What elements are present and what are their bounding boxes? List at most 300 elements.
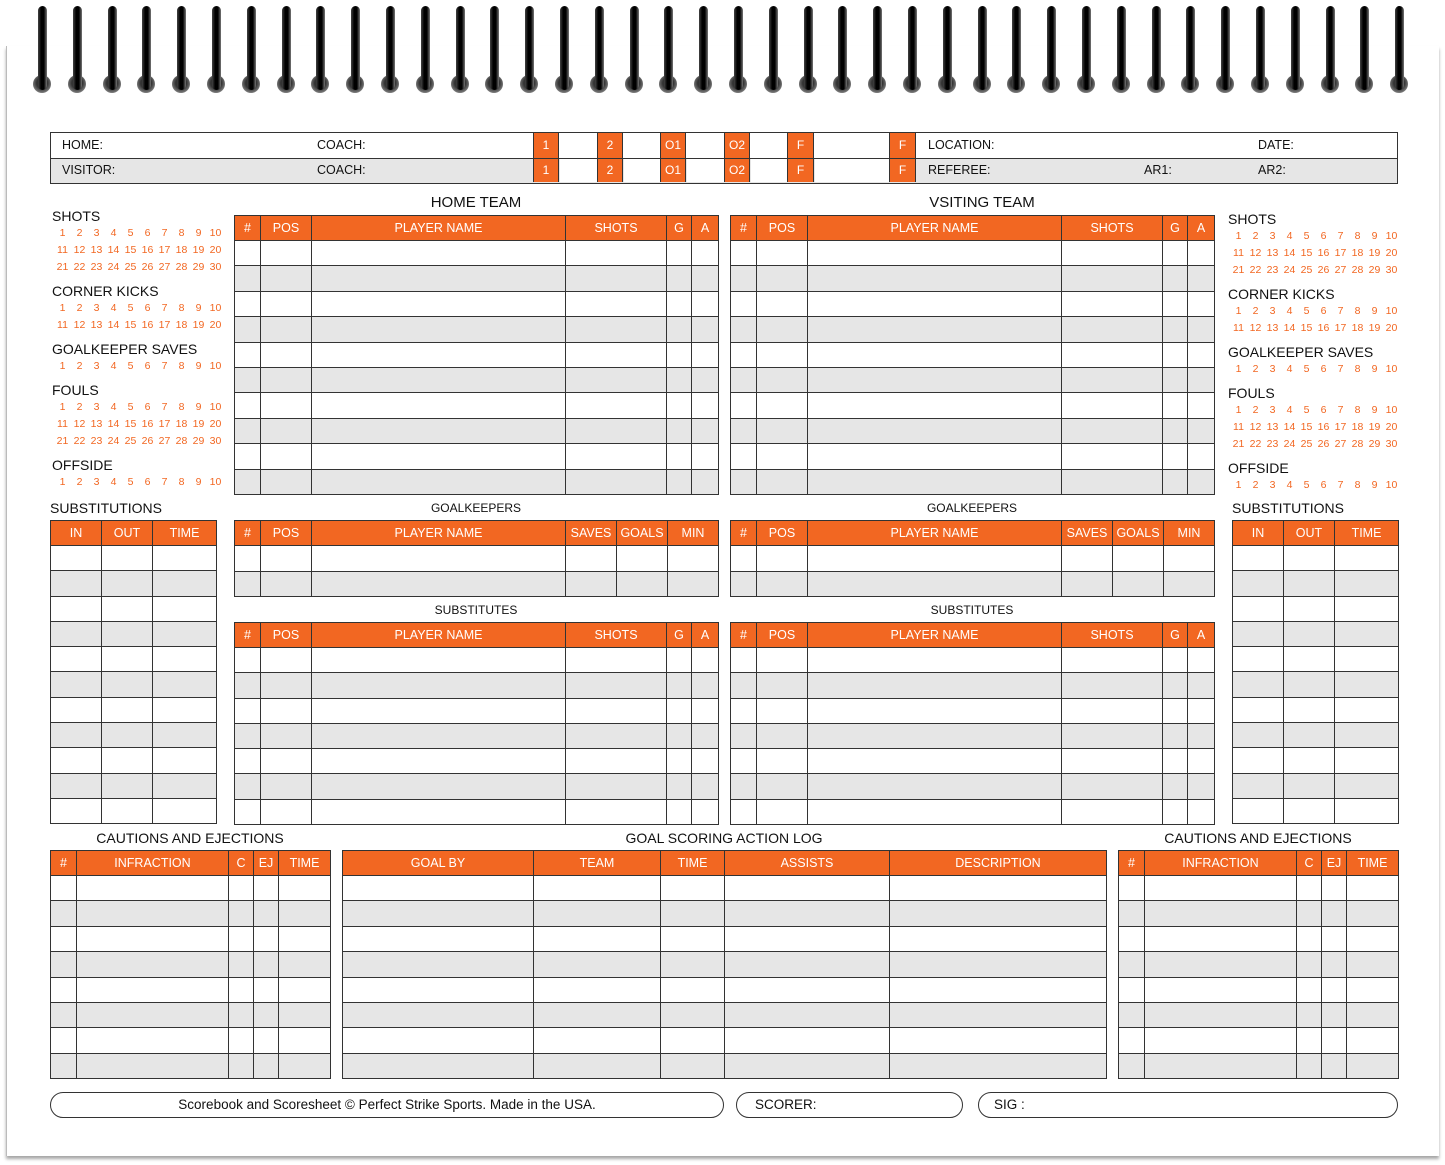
tally-number[interactable]: 6 [1320,305,1327,317]
tally-number[interactable]: 8 [178,227,185,239]
entry-cell[interactable] [229,901,254,926]
entry-cell[interactable] [1145,901,1297,926]
entry-cell[interactable] [757,749,808,774]
entry-cell[interactable] [668,571,719,597]
tally-number[interactable]: 9 [195,227,202,239]
tally-number[interactable]: 2 [76,302,83,314]
entry-cell[interactable] [1188,342,1215,367]
entry-cell[interactable] [312,418,566,443]
entry-cell[interactable] [261,317,312,342]
tally-number[interactable]: 8 [1354,230,1361,242]
entry-cell[interactable] [229,1002,254,1027]
entry-cell[interactable] [725,1028,890,1053]
entry-cell[interactable] [343,876,534,901]
tally-number[interactable]: 10 [1385,230,1398,242]
entry-cell[interactable] [534,1053,661,1078]
entry-cell[interactable] [312,317,566,342]
entry-cell[interactable] [808,367,1062,392]
entry-cell[interactable] [312,774,566,799]
entry-cell[interactable] [731,698,757,723]
entry-cell[interactable] [1062,673,1163,698]
entry-cell[interactable] [692,444,719,469]
entry-cell[interactable] [692,342,719,367]
entry-cell[interactable] [757,291,808,316]
tally-number[interactable]: 10 [1385,305,1398,317]
entry-cell[interactable] [235,723,261,748]
entry-cell[interactable] [1163,648,1188,673]
entry-cell[interactable] [102,773,153,798]
entry-cell[interactable] [692,774,719,799]
entry-cell[interactable] [731,444,757,469]
tally-number[interactable]: 5 [127,476,134,488]
entry-cell[interactable] [1284,596,1335,621]
entry-cell[interactable] [667,317,692,342]
entry-cell[interactable] [692,749,719,774]
entry-cell[interactable] [1188,698,1215,723]
entry-cell[interactable] [692,393,719,418]
tally-number[interactable]: 14 [1283,322,1296,334]
entry-cell[interactable] [890,926,1107,951]
entry-cell[interactable] [1297,952,1322,977]
entry-cell[interactable] [1062,291,1163,316]
entry-cell[interactable] [725,901,890,926]
entry-cell[interactable] [1297,1002,1322,1027]
entry-cell[interactable] [1322,1002,1347,1027]
tally-number[interactable]: 8 [178,360,185,372]
tally-number[interactable]: 2 [76,476,83,488]
entry-cell[interactable] [261,571,312,597]
entry-cell[interactable] [312,342,566,367]
entry-cell[interactable] [1145,1002,1297,1027]
entry-cell[interactable] [312,673,566,698]
tally-number[interactable]: 27 [158,261,171,273]
tally-number[interactable]: 6 [1320,404,1327,416]
tally-number[interactable]: 23 [1266,438,1279,450]
entry-cell[interactable] [1163,749,1188,774]
entry-cell[interactable] [1233,798,1284,823]
tally-number[interactable]: 7 [1337,479,1344,491]
entry-cell[interactable] [731,342,757,367]
tally-number[interactable]: 29 [192,261,205,273]
entry-cell[interactable] [229,926,254,951]
entry-cell[interactable] [51,748,102,773]
entry-cell[interactable] [1163,774,1188,799]
entry-cell[interactable] [254,977,279,1002]
tally-number[interactable]: 20 [1385,421,1398,433]
entry-cell[interactable] [102,546,153,571]
entry-cell[interactable] [1163,342,1188,367]
tally-number[interactable]: 12 [73,319,86,331]
entry-cell[interactable] [1062,241,1163,266]
entry-cell[interactable] [1297,926,1322,951]
tally-number[interactable]: 16 [141,418,154,430]
visitor-score-o2-field[interactable] [751,159,787,182]
entry-cell[interactable] [312,393,566,418]
entry-cell[interactable] [51,977,77,1002]
entry-cell[interactable] [235,367,261,392]
entry-cell[interactable] [261,342,312,367]
tally-number[interactable]: 10 [209,302,222,314]
tally-number[interactable]: 5 [1303,363,1310,375]
entry-cell[interactable] [235,546,261,572]
entry-cell[interactable] [725,952,890,977]
tally-number[interactable]: 20 [1385,322,1398,334]
entry-cell[interactable] [1233,621,1284,646]
entry-cell[interactable] [757,317,808,342]
entry-cell[interactable] [51,647,102,672]
entry-cell[interactable] [102,596,153,621]
tally-number[interactable]: 3 [93,360,100,372]
tally-number[interactable]: 25 [1300,264,1313,276]
tally-number[interactable]: 9 [1371,363,1378,375]
entry-cell[interactable] [757,469,808,494]
entry-cell[interactable] [1347,926,1399,951]
entry-cell[interactable] [808,418,1062,443]
entry-cell[interactable] [1188,673,1215,698]
tally-number[interactable]: 26 [1317,264,1330,276]
entry-cell[interactable] [77,1053,229,1078]
entry-cell[interactable] [235,291,261,316]
entry-cell[interactable] [254,1053,279,1078]
entry-cell[interactable] [1233,546,1284,571]
tally-number[interactable]: 7 [161,476,168,488]
entry-cell[interactable] [731,774,757,799]
entry-cell[interactable] [229,977,254,1002]
entry-cell[interactable] [235,317,261,342]
entry-cell[interactable] [254,876,279,901]
entry-cell[interactable] [566,444,667,469]
tally-number[interactable]: 19 [1368,421,1381,433]
home-score-1-field[interactable] [560,133,597,158]
entry-cell[interactable] [1119,876,1145,901]
entry-cell[interactable] [279,977,331,1002]
entry-cell[interactable] [1062,393,1163,418]
entry-cell[interactable] [261,774,312,799]
entry-cell[interactable] [731,266,757,291]
entry-cell[interactable] [235,774,261,799]
entry-cell[interactable] [235,469,261,494]
entry-cell[interactable] [77,876,229,901]
entry-cell[interactable] [1284,546,1335,571]
entry-cell[interactable] [731,469,757,494]
entry-cell[interactable] [566,546,617,572]
entry-cell[interactable] [51,621,102,646]
entry-cell[interactable] [235,418,261,443]
tally-number[interactable]: 6 [144,302,151,314]
entry-cell[interactable] [1188,774,1215,799]
entry-cell[interactable] [235,571,261,597]
tally-number[interactable]: 3 [93,401,100,413]
tally-number[interactable]: 27 [1334,438,1347,450]
entry-cell[interactable] [1297,876,1322,901]
entry-cell[interactable] [312,571,566,597]
entry-cell[interactable] [1335,773,1399,798]
entry-cell[interactable] [153,596,217,621]
entry-cell[interactable] [312,241,566,266]
tally-number[interactable]: 21 [1232,438,1245,450]
entry-cell[interactable] [667,648,692,673]
entry-cell[interactable] [51,596,102,621]
entry-cell[interactable] [235,444,261,469]
tally-number[interactable]: 16 [1317,247,1330,259]
tally-number[interactable]: 1 [59,302,66,314]
entry-cell[interactable] [77,926,229,951]
entry-cell[interactable] [1163,444,1188,469]
entry-cell[interactable] [757,648,808,673]
entry-cell[interactable] [808,546,1062,572]
entry-cell[interactable] [692,241,719,266]
entry-cell[interactable] [667,698,692,723]
entry-cell[interactable] [261,673,312,698]
tally-number[interactable]: 12 [73,244,86,256]
entry-cell[interactable] [731,241,757,266]
entry-cell[interactable] [254,901,279,926]
tally-number[interactable]: 13 [1266,421,1279,433]
tally-number[interactable]: 24 [1283,264,1296,276]
entry-cell[interactable] [731,648,757,673]
entry-cell[interactable] [661,1053,725,1078]
entry-cell[interactable] [731,799,757,824]
entry-cell[interactable] [661,977,725,1002]
entry-cell[interactable] [261,291,312,316]
entry-cell[interactable] [534,1028,661,1053]
entry-cell[interactable] [1284,697,1335,722]
tally-number[interactable]: 27 [158,435,171,447]
tally-number[interactable]: 2 [1252,404,1259,416]
entry-cell[interactable] [1284,748,1335,773]
tally-number[interactable]: 3 [1269,305,1276,317]
entry-cell[interactable] [279,952,331,977]
tally-number[interactable]: 6 [1320,479,1327,491]
entry-cell[interactable] [1233,723,1284,748]
tally-number[interactable]: 21 [56,435,69,447]
tally-number[interactable]: 2 [1252,305,1259,317]
entry-cell[interactable] [51,773,102,798]
tally-number[interactable]: 6 [144,360,151,372]
entry-cell[interactable] [1062,469,1163,494]
entry-cell[interactable] [1062,723,1163,748]
entry-cell[interactable] [566,698,667,723]
entry-cell[interactable] [261,698,312,723]
entry-cell[interactable] [566,393,667,418]
entry-cell[interactable] [1297,901,1322,926]
entry-cell[interactable] [1233,773,1284,798]
entry-cell[interactable] [890,901,1107,926]
entry-cell[interactable] [1297,1053,1322,1078]
entry-cell[interactable] [692,266,719,291]
tally-number[interactable]: 16 [141,244,154,256]
entry-cell[interactable] [1284,723,1335,748]
entry-cell[interactable] [229,1028,254,1053]
entry-cell[interactable] [153,571,217,596]
entry-cell[interactable] [261,241,312,266]
entry-cell[interactable] [1233,647,1284,672]
entry-cell[interactable] [731,393,757,418]
tally-number[interactable]: 13 [1266,322,1279,334]
entry-cell[interactable] [1347,1028,1399,1053]
tally-number[interactable]: 8 [1354,363,1361,375]
entry-cell[interactable] [757,444,808,469]
entry-cell[interactable] [51,926,77,951]
tally-number[interactable]: 4 [110,227,117,239]
entry-cell[interactable] [312,266,566,291]
tally-number[interactable]: 16 [141,319,154,331]
entry-cell[interactable] [1335,798,1399,823]
entry-cell[interactable] [1113,571,1164,597]
entry-cell[interactable] [534,952,661,977]
entry-cell[interactable] [1062,799,1163,824]
tally-number[interactable]: 4 [110,302,117,314]
entry-cell[interactable] [51,1053,77,1078]
tally-number[interactable]: 1 [1235,404,1242,416]
tally-number[interactable]: 1 [1235,230,1242,242]
tally-number[interactable]: 29 [1368,264,1381,276]
entry-cell[interactable] [1188,317,1215,342]
entry-cell[interactable] [667,367,692,392]
tally-number[interactable]: 10 [1385,404,1398,416]
entry-cell[interactable] [1163,418,1188,443]
entry-cell[interactable] [229,952,254,977]
entry-cell[interactable] [1188,393,1215,418]
entry-cell[interactable] [661,952,725,977]
entry-cell[interactable] [890,1053,1107,1078]
entry-cell[interactable] [757,241,808,266]
entry-cell[interactable] [757,393,808,418]
entry-cell[interactable] [312,723,566,748]
tally-number[interactable]: 14 [1283,247,1296,259]
tally-number[interactable]: 19 [1368,247,1381,259]
tally-number[interactable]: 5 [127,401,134,413]
tally-number[interactable]: 11 [1233,322,1244,334]
entry-cell[interactable] [1284,798,1335,823]
entry-cell[interactable] [51,672,102,697]
tally-number[interactable]: 9 [1371,305,1378,317]
tally-number[interactable]: 5 [127,360,134,372]
entry-cell[interactable] [668,546,719,572]
tally-number[interactable]: 10 [209,401,222,413]
entry-cell[interactable] [1233,571,1284,596]
entry-cell[interactable] [808,393,1062,418]
entry-cell[interactable] [808,723,1062,748]
entry-cell[interactable] [667,749,692,774]
tally-number[interactable]: 4 [1286,404,1293,416]
entry-cell[interactable] [153,672,217,697]
tally-number[interactable]: 5 [1303,404,1310,416]
entry-cell[interactable] [1145,977,1297,1002]
entry-cell[interactable] [1335,546,1399,571]
entry-cell[interactable] [808,317,1062,342]
tally-number[interactable]: 22 [73,261,86,273]
entry-cell[interactable] [566,367,667,392]
entry-cell[interactable] [667,342,692,367]
entry-cell[interactable] [1145,876,1297,901]
entry-cell[interactable] [153,647,217,672]
entry-cell[interactable] [102,697,153,722]
entry-cell[interactable] [890,1002,1107,1027]
entry-cell[interactable] [1164,546,1215,572]
tally-number[interactable]: 7 [1337,305,1344,317]
entry-cell[interactable] [254,1028,279,1053]
tally-number[interactable]: 15 [124,244,137,256]
home-score-f-field[interactable] [815,133,889,158]
entry-cell[interactable] [1322,1028,1347,1053]
tally-number[interactable]: 9 [195,302,202,314]
entry-cell[interactable] [1145,1028,1297,1053]
entry-cell[interactable] [757,342,808,367]
entry-cell[interactable] [757,723,808,748]
entry-cell[interactable] [1284,672,1335,697]
tally-number[interactable]: 15 [1300,247,1313,259]
tally-number[interactable]: 8 [1354,404,1361,416]
tally-number[interactable]: 9 [1371,230,1378,242]
entry-cell[interactable] [1188,444,1215,469]
entry-cell[interactable] [667,673,692,698]
tally-number[interactable]: 1 [1235,479,1242,491]
tally-number[interactable]: 21 [1232,264,1245,276]
entry-cell[interactable] [1233,596,1284,621]
entry-cell[interactable] [692,673,719,698]
entry-cell[interactable] [731,418,757,443]
tally-number[interactable]: 7 [161,227,168,239]
tally-number[interactable]: 20 [209,319,222,331]
tally-number[interactable]: 6 [1320,363,1327,375]
entry-cell[interactable] [534,876,661,901]
entry-cell[interactable] [235,266,261,291]
tally-number[interactable]: 30 [209,435,222,447]
entry-cell[interactable] [667,774,692,799]
entry-cell[interactable] [51,952,77,977]
entry-cell[interactable] [1322,926,1347,951]
tally-number[interactable]: 16 [1317,421,1330,433]
entry-cell[interactable] [566,291,667,316]
tally-number[interactable]: 5 [127,302,134,314]
entry-cell[interactable] [1188,723,1215,748]
entry-cell[interactable] [808,749,1062,774]
entry-cell[interactable] [1163,799,1188,824]
entry-cell[interactable] [667,444,692,469]
tally-number[interactable]: 23 [90,261,103,273]
entry-cell[interactable] [235,749,261,774]
entry-cell[interactable] [808,342,1062,367]
entry-cell[interactable] [254,952,279,977]
entry-cell[interactable] [1284,773,1335,798]
entry-cell[interactable] [51,1028,77,1053]
tally-number[interactable]: 9 [195,476,202,488]
entry-cell[interactable] [1335,697,1399,722]
entry-cell[interactable] [1188,749,1215,774]
tally-number[interactable]: 19 [192,244,205,256]
entry-cell[interactable] [731,673,757,698]
tally-number[interactable]: 3 [1269,363,1276,375]
tally-number[interactable]: 7 [161,401,168,413]
entry-cell[interactable] [1233,748,1284,773]
entry-cell[interactable] [1322,952,1347,977]
entry-cell[interactable] [261,546,312,572]
entry-cell[interactable] [1335,571,1399,596]
tally-number[interactable]: 24 [1283,438,1296,450]
entry-cell[interactable] [153,748,217,773]
tally-number[interactable]: 30 [1385,264,1398,276]
entry-cell[interactable] [312,469,566,494]
entry-cell[interactable] [667,799,692,824]
entry-cell[interactable] [235,342,261,367]
entry-cell[interactable] [51,798,102,823]
tally-number[interactable]: 7 [161,360,168,372]
entry-cell[interactable] [1163,367,1188,392]
entry-cell[interactable] [1163,393,1188,418]
tally-number[interactable]: 2 [76,401,83,413]
tally-number[interactable]: 18 [175,244,188,256]
